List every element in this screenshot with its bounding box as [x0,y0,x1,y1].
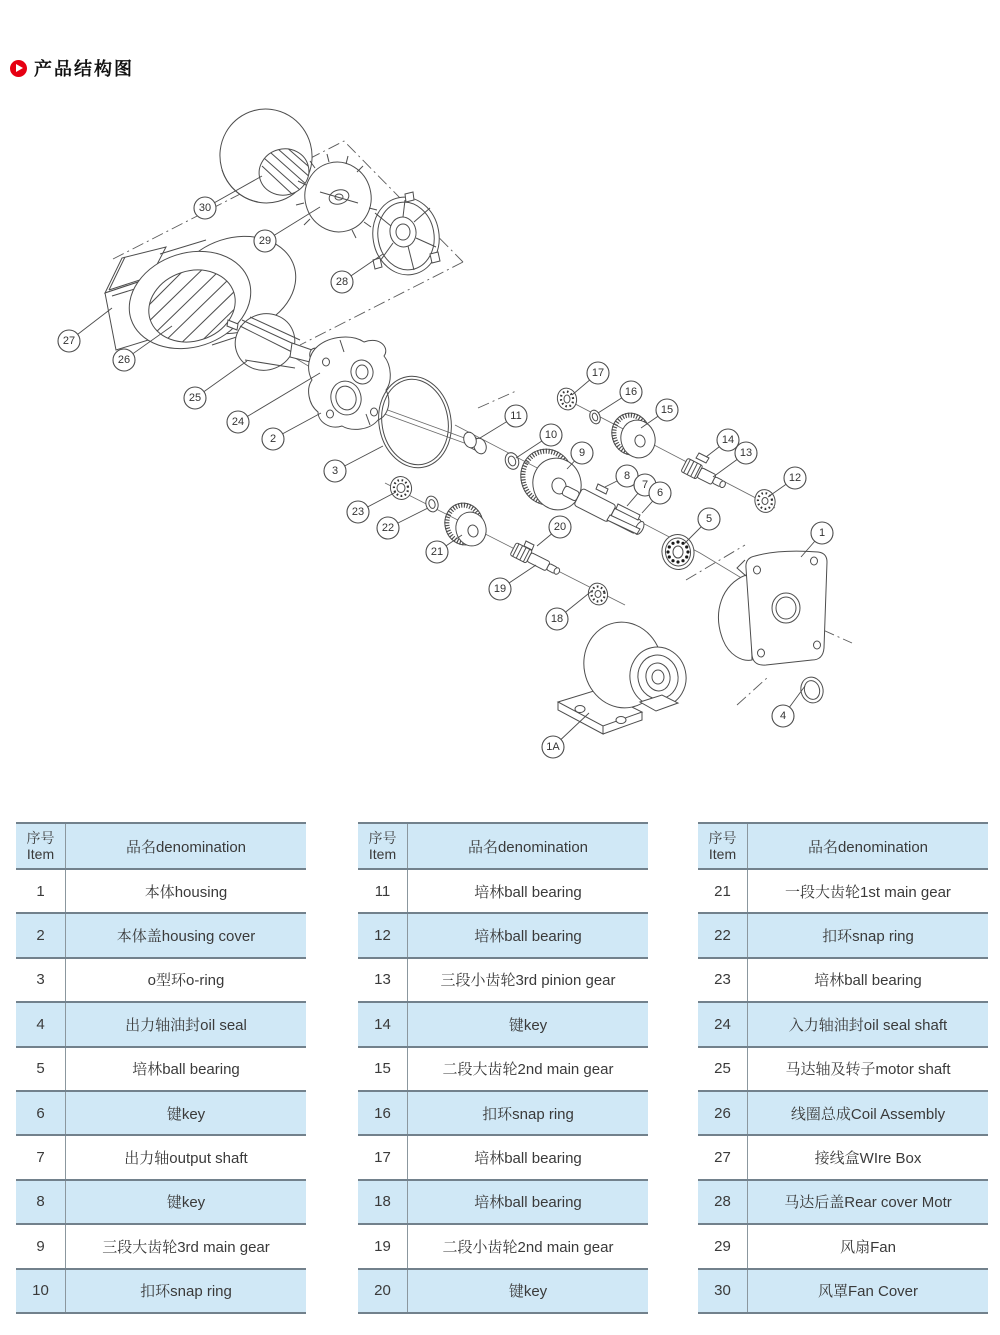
denomination-cell: 本体盖housing cover [116,928,256,946]
item-number-cell: 28 [698,1181,748,1223]
exploded-view-diagram [0,80,1000,810]
bearing-17-part [555,386,579,412]
table-row [16,957,306,1001]
callout-1 [811,522,833,544]
callout-17 [587,362,609,384]
table-row [698,1090,988,1134]
snap-ring-22-part [424,495,440,514]
callout-11 [505,405,527,427]
item-number-cell: 8 [16,1181,66,1223]
denomination-cell: 本体housing [144,883,228,901]
svg-text:1: 1 [818,527,826,539]
callout-28 [331,271,353,293]
denomination-cell: 出力轴油封oil seal [125,1016,247,1034]
item-number-cell: 15 [358,1048,408,1090]
denomination-cell: 键key [166,1105,206,1123]
denomination-cell: 风扇Fan [840,1238,896,1256]
table-row [358,1046,648,1090]
table-row [16,1223,306,1267]
callout-9 [571,442,593,464]
table-row [698,1046,988,1090]
housing-pedestal-part [558,615,692,734]
denomination-cell: 线圈总成Coil Assembly [790,1105,946,1123]
item-number-cell: 27 [698,1136,748,1178]
output-shaft-part [559,479,649,538]
callout-25 [184,387,206,409]
key-14-part [696,453,709,463]
denomination-column-header: 品名denomination [807,838,929,856]
denomination-cell: 扣环snap ring [822,928,914,946]
denomination-cell: 扣环snap ring [140,1283,232,1301]
table-row [358,912,648,956]
table-row [16,1179,306,1223]
bearing-23-part [388,474,414,502]
callout-21 [426,541,448,563]
bearing-12-part [752,487,777,514]
table-row [698,1134,988,1178]
denomination-cell: 键key [508,1283,548,1301]
item-number-cell: 25 [698,1048,748,1090]
table-row [698,1179,988,1223]
svg-text:24: 24 [231,416,245,428]
first-main-gear-part [440,499,490,550]
denomination-cell: 三段小齿轮3rd pinion gear [440,972,616,990]
callout-27 [58,330,80,352]
item-number-cell: 5 [16,1048,66,1090]
svg-text:25: 25 [188,392,202,404]
callout-6 [649,482,671,504]
item-number-cell: 23 [698,959,748,1001]
svg-text:15: 15 [660,404,674,416]
svg-text:5: 5 [705,513,713,525]
svg-text:20: 20 [553,521,567,533]
denomination-column-header: 品名denomination [125,838,247,856]
svg-text:8: 8 [623,470,631,482]
svg-text:18: 18 [550,613,564,625]
item-number-cell: 12 [358,914,408,956]
table-row [358,868,648,912]
page-title: 产品结构图 [34,59,134,79]
table-row [16,1134,306,1178]
snap-ring-10-part [503,451,521,471]
item-number-cell: 20 [358,1270,408,1312]
table-row [698,1223,988,1267]
svg-text:29: 29 [258,235,272,247]
key-8-part [596,484,608,494]
callout-12 [784,467,806,489]
denomination-cell: 培林ball bearing [474,1150,582,1168]
svg-text:14: 14 [721,434,735,446]
parts-table-1 [16,822,306,1314]
third-pinion-gear-part [681,458,728,492]
bearing-18-part [586,581,610,607]
svg-text:26: 26 [117,354,131,366]
callout-23 [347,501,369,523]
item-number-cell: 30 [698,1270,748,1312]
item-number-cell: 6 [16,1092,66,1134]
second-pinion-gear-part [510,543,562,579]
parts-table-2 [358,822,648,1314]
svg-text:4: 4 [779,710,787,722]
svg-text:3: 3 [331,465,339,477]
denomination-cell: 马达后盖Rear cover Motr [784,1194,952,1212]
denomination-cell: 培林ball bearing [474,883,582,901]
callout-15 [656,399,678,421]
svg-text:7: 7 [641,479,649,491]
denomination-cell: o型环o-ring [147,972,225,990]
svg-text:9: 9 [578,447,586,459]
item-number-cell: 24 [698,1003,748,1045]
callout-10 [540,424,562,446]
second-main-gear-part [607,409,659,462]
callout-3 [324,460,346,482]
page-header [10,55,134,81]
denomination-cell: 培林ball bearing [474,928,582,946]
svg-text:21: 21 [430,546,444,558]
svg-text:19: 19 [493,583,507,595]
table-row [358,1268,648,1312]
ball-bearing-5-part [659,532,697,572]
denomination-cell: 马达轴及转子motor shaft [785,1061,951,1079]
table-row [698,912,988,956]
denomination-cell: 三段大齿轮3rd main gear [102,1238,270,1256]
item-number-cell: 29 [698,1225,748,1267]
item-number-cell: 10 [16,1270,66,1312]
svg-text:12: 12 [788,472,802,484]
spacer-bearing-part [462,430,489,455]
housing-flange-part [719,551,827,665]
svg-text:13: 13 [739,447,753,459]
svg-text:30: 30 [198,202,212,214]
svg-text:16: 16 [624,386,638,398]
item-number-cell: 9 [16,1225,66,1267]
denomination-cell: 二段大齿轮2nd main gear [442,1061,614,1079]
denomination-cell: 接线盒WIre Box [814,1150,922,1168]
table-row [358,1134,648,1178]
denomination-cell: 培林ball bearing [474,1194,582,1212]
callout-24 [227,411,249,433]
denomination-cell: 入力轴油封oil seal shaft [788,1016,948,1034]
callout-2 [262,428,284,450]
callout-1A [542,736,564,758]
svg-text:11: 11 [510,410,522,422]
denomination-cell: 培林ball bearing [814,972,922,990]
table-row [16,868,306,912]
denomination-column-header: 品名denomination [467,838,589,856]
svg-text:22: 22 [381,522,395,534]
item-number-cell: 7 [16,1136,66,1178]
item-number-cell: 14 [358,1003,408,1045]
svg-text:2: 2 [269,433,277,445]
table-row [358,1001,648,1045]
svg-text:10: 10 [544,429,558,441]
rear-cover-part [367,192,446,280]
item-number-cell: 21 [698,870,748,912]
item-number-cell: 22 [698,914,748,956]
table-row [16,1001,306,1045]
table-row [698,1268,988,1312]
denomination-cell: 风罩Fan Cover [817,1283,919,1301]
callout-16 [620,381,642,403]
callout-13 [735,442,757,464]
item-column-header: 序号 Item [358,824,408,868]
item-number-cell: 2 [16,914,66,956]
svg-text:27: 27 [62,335,76,347]
denomination-cell: 培林ball bearing [132,1061,240,1079]
table-header-row [358,822,648,868]
item-number-cell: 3 [16,959,66,1001]
callout-4 [772,705,794,727]
item-number-cell: 13 [358,959,408,1001]
svg-text:23: 23 [351,506,365,518]
svg-text:17: 17 [591,367,605,379]
table-row [358,1223,648,1267]
table-row [16,1046,306,1090]
table-header-row [698,822,988,868]
svg-text:28: 28 [335,276,349,288]
item-column-header: 序号 Item [698,824,748,868]
item-number-cell: 18 [358,1181,408,1223]
callout-30 [194,197,216,219]
svg-text:1A: 1A [546,741,560,753]
callout-29 [254,230,276,252]
parts-table-3 [698,822,988,1314]
table-row [16,1090,306,1134]
table-row [698,868,988,912]
table-row [358,957,648,1001]
item-number-cell: 26 [698,1092,748,1134]
item-number-cell: 11 [358,870,408,912]
callout-22 [377,517,399,539]
denomination-cell: 扣环snap ring [482,1105,574,1123]
table-row [16,1268,306,1312]
table-row [358,1179,648,1223]
table-row [16,912,306,956]
snap-ring-16-part [588,409,602,426]
item-number-cell: 17 [358,1136,408,1178]
table-row [358,1090,648,1134]
item-number-cell: 19 [358,1225,408,1267]
denomination-cell: 出力轴output shaft [124,1150,248,1168]
callout-leader-24 [238,373,320,422]
table-header-row [16,822,306,868]
denomination-cell: 一段大齿轮1st main gear [785,883,951,901]
denomination-cell: 键key [508,1016,548,1034]
callout-19 [489,578,511,600]
item-number-cell: 4 [16,1003,66,1045]
callout-26 [113,349,135,371]
callout-14 [717,429,739,451]
item-number-cell: 16 [358,1092,408,1134]
table-row [698,957,988,1001]
housing-cover-part [309,337,391,429]
bullet-play-icon [10,60,27,77]
table-row [698,1001,988,1045]
callout-20 [549,516,571,538]
callout-5 [698,508,720,530]
item-column-header: 序号 Item [16,824,66,868]
denomination-cell: 二段小齿轮2nd main gear [442,1238,614,1256]
item-number-cell: 1 [16,870,66,912]
callout-18 [546,608,568,630]
denomination-cell: 键key [166,1194,206,1212]
svg-text:6: 6 [656,487,664,499]
